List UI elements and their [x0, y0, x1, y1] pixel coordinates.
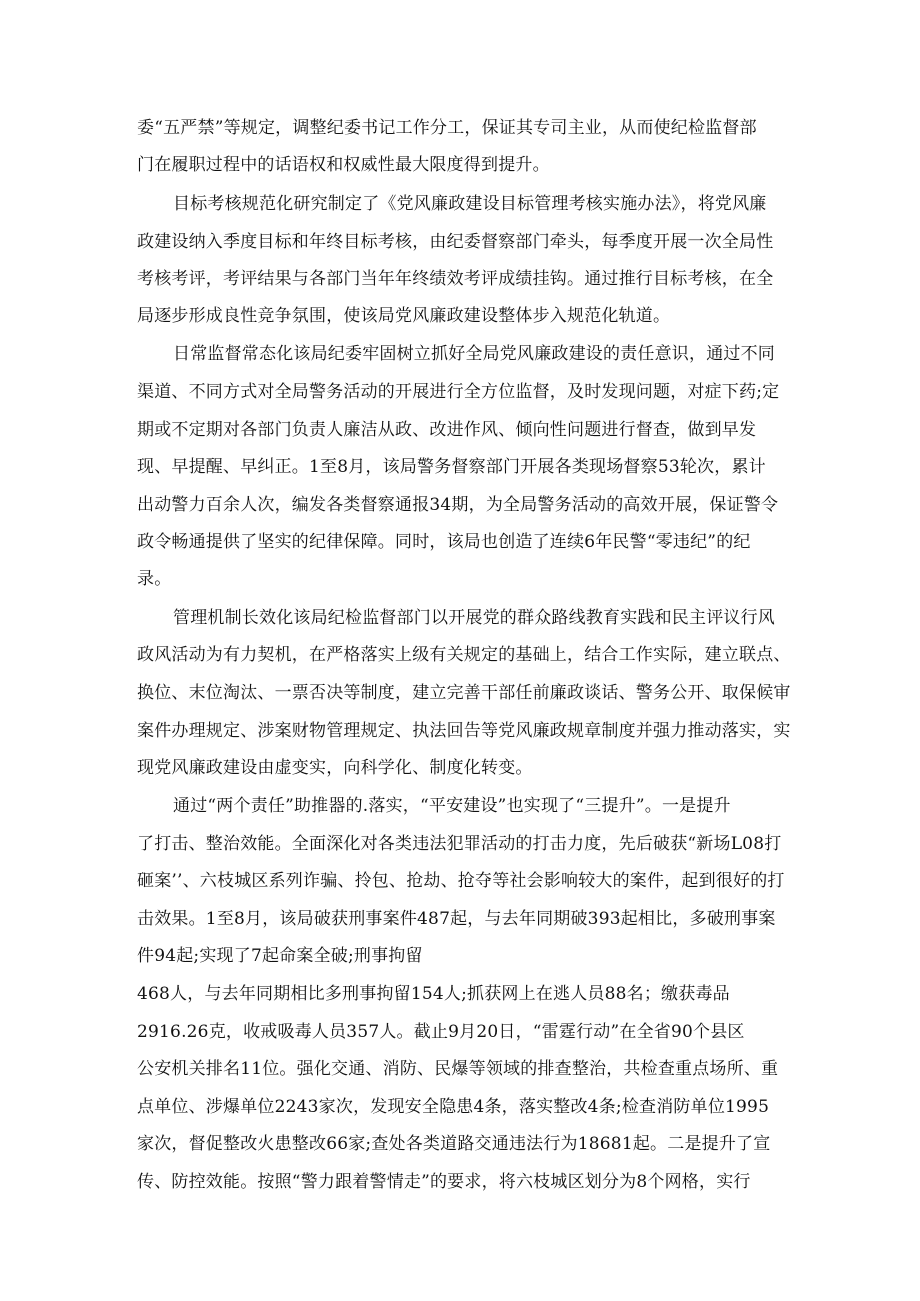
text-line: 件94起;实现了7起命案全破;刑事拘留: [137, 946, 423, 966]
paragraph-first-line: 管理机制长效化该局纪检监督部门以开展党的群众路线教育实践和民主评议行风: [173, 608, 775, 628]
text-line: 考核考评，考评结果与各部门当年年终绩效考评成绩挂钩。通过推行目标考核，在全: [137, 269, 774, 289]
text-line: 砸案’’、六枝城区系列诈骗、拎包、抢劫、抢夺等社会影响较大的案件，起到很好的打: [137, 871, 785, 891]
text-line: 录。: [137, 569, 172, 589]
text-line: 案件办理规定、涉案财物管理规定、执法回告等党风廉政规章制度并强力推动落实，实: [137, 721, 791, 741]
paragraph-first-line: 日常监督常态化该局纪委牢固树立抓好全局党风廉政建设的责任意识，通过不同: [173, 344, 775, 364]
text-line: 换位、末位淘汰、一票否决等制度，建立完善干部任前廉政谈话、警务公开、取保候审: [137, 683, 791, 703]
text-line: 政风活动为有力契机，在严格落实上级有关规定的基础上，结合工作实际，建立联点、: [137, 645, 791, 665]
text-line: 468人，与去年同期相比多刑事拘留154人;抓获网上在逃人员88名；缴获毒品: [137, 984, 730, 1004]
text-line: 期或不定期对各部门负责人廉洁从政、改进作风、倾向性问题进行督查，做到早发: [137, 420, 757, 440]
text-line: 出动警力百余人次，编发各类督察通报34期，为全局警务活动的高效开展，保证警令: [137, 495, 779, 515]
text-line: 现、早提醒、早纠正。1至8月，该局警务督察部门开展各类现场督察53轮次，累计: [137, 457, 766, 477]
text-line: 了打击、整治效能。全面深化对各类违法犯罪活动的打击力度，先后破获“新场L08打: [137, 834, 782, 854]
text-line: 2916.26克，收戒吸毒人员357人。截止9月20日，“雷霆行动”在全省90个县区: [137, 1022, 745, 1042]
paragraph-first-line: 目标考核规范化研究制定了《党风廉政建设目标管理考核实施办法》，将党风廉: [173, 194, 767, 214]
text-line: 委“五严禁”等规定，调整纪委书记工作分工，保证其专司主业，从而使纪检监督部: [137, 118, 757, 138]
text-line: 局逐步形成良性竞争氛围，使该局党风廉政建设整体步入规范化轨道。: [137, 306, 671, 326]
text-line: 政令畅通提供了坚实的纪律保障。同时，该局也创造了连续6年民警“零违纪”的纪: [137, 532, 751, 552]
text-line: 公安机关排名11位。强化交通、消防、民爆等领域的排查整治，共检查重点场所、重: [137, 1059, 779, 1079]
text-line: 政建设纳入季度目标和年终目标考核，由纪委督察部门牵头，每季度开展一次全局性: [137, 232, 774, 252]
text-line: 渠道、不同方式对全局警务活动的开展进行全方位监督，及时发现问题，对症下药;定: [137, 382, 780, 402]
text-line: 现党风廉政建设由虚变实，向科学化、制度化转变。: [137, 758, 533, 778]
text-line: 家次，督促整改火患整改66家;查处各类道路交通违法行为18681起。二是提升了宣: [137, 1134, 771, 1154]
text-line: 点单位、涉爆单位2243家次，发现安全隐患4条，落实整改4条;检查消防单位1995: [137, 1097, 770, 1117]
text-line: 门在履职过程中的话语权和权威性最大限度得到提升。: [137, 155, 550, 175]
text-line: 击效果。1至8月，该局破获刑事案件487起，与去年同期破393起相比，多破刑事案: [137, 909, 776, 929]
text-line: 传、防控效能。按照“警力跟着警情走”的要求，将六枝城区划分为8个网格，实行: [137, 1172, 751, 1192]
paragraph-first-line: 通过“两个责任”助推器的.落实，“平安建设”也实现了“三提升”。一是提升: [173, 796, 731, 816]
